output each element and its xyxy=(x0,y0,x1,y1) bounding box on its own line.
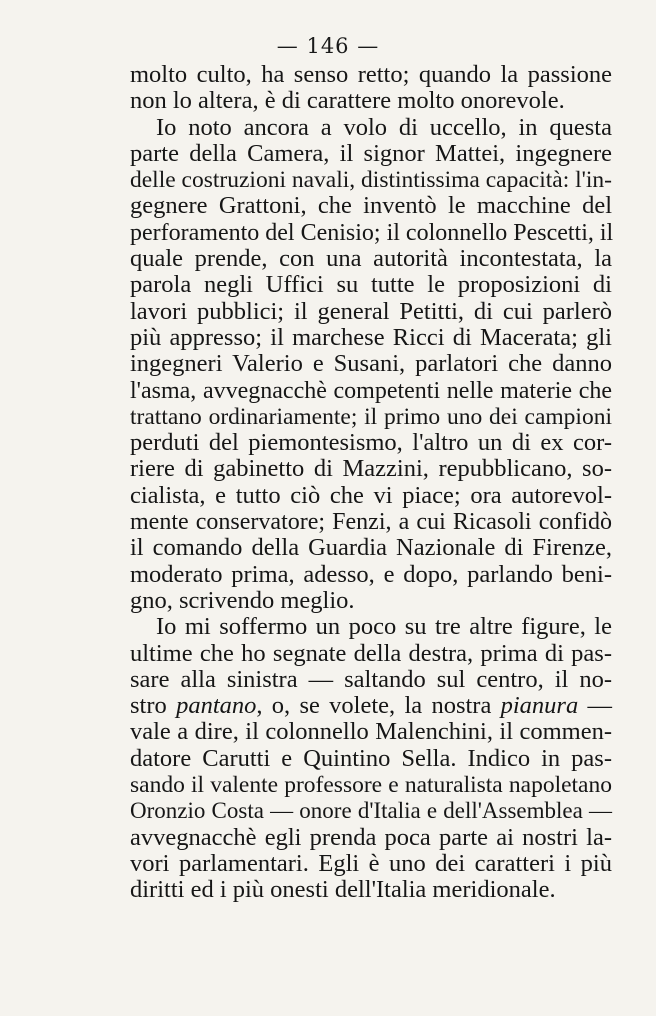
paragraph xyxy=(130,62,612,115)
text-line: più appresso; il marchese Ricci di Macerata; gli xyxy=(130,323,612,351)
text-line: parola negli Uffici su tutte le proposizioni di xyxy=(130,271,612,299)
text-line: datore Carutti e Quintino Sella. Indico in pas- xyxy=(130,744,612,772)
text-line: molto culto, ha senso retto; quando la passione xyxy=(130,61,612,88)
body-text xyxy=(130,62,612,904)
text-line: ingegneri Valerio e Susani, parlatori che danno xyxy=(130,350,612,378)
text-line: sare alla sinistra — saltando sul centro, il no- xyxy=(130,665,612,693)
text-line: l'asma, avvegnacchè competenti nelle materie che xyxy=(130,377,612,404)
text-line: ultime che ho segnate della destra, prima di pas- xyxy=(130,639,612,667)
text-line: avvegnacchè egli prenda poca parte ai nostri la- xyxy=(130,823,612,851)
text-line: perduti del piemontesismo, l'altro un di ex cor- xyxy=(130,429,612,457)
text-line: delle costruzioni navali, distintissima capacità: l'in- xyxy=(130,167,612,194)
text-segment: — xyxy=(578,692,613,720)
italic-term: pianura xyxy=(500,692,579,720)
paragraph xyxy=(130,614,612,903)
paragraph xyxy=(130,115,612,615)
text-line: trattano ordinariamente; il primo uno dei campioni xyxy=(130,403,612,430)
text-line: lavori pubblici; il general Petitti, di cui parlerò xyxy=(130,297,612,325)
text-line: il comando della Guardia Nazionale di Firenze, xyxy=(130,534,612,562)
text-line: sando il valente professore e naturalista napoletano xyxy=(130,772,612,799)
page-number: — 146 — xyxy=(276,34,380,58)
text-line xyxy=(130,693,612,719)
text-line: perforamento del Cenisio; il colonnello Pescetti, il xyxy=(130,219,614,246)
text-line: Io mi soffermo un poco su tre altre figure, le xyxy=(156,613,612,641)
text-line: vori parlamentari. Egli è uno dei caratteri i più xyxy=(130,849,612,877)
text-line: gno, scrivendo meglio. xyxy=(130,586,355,614)
text-line: Io noto ancora a volo di uccello, in questa xyxy=(156,113,612,141)
text-line: riere di gabinetto di Mazzini, repubblicano, so- xyxy=(130,455,612,483)
text-line: Oronzio Costa — onore d'Italia e dell'Assemblea — xyxy=(130,798,612,824)
text-segment: stro xyxy=(130,692,177,720)
text-line: gegnere Grattoni, che inventò le macchine del xyxy=(130,192,612,220)
text-segment: , o, se volete, la nostra xyxy=(256,692,501,720)
text-line: parte della Camera, il signor Mattei, ingegnere xyxy=(130,139,612,167)
text-line: mente conservatore; Fenzi, a cui Ricasoli confidò xyxy=(130,509,612,536)
text-line: quale prende, con una autorità incontestata, la xyxy=(130,245,612,273)
text-line: vale a dire, il colonnello Malenchini, il commen- xyxy=(130,718,612,746)
text-line: diritti ed i più onesti dell'Italia meridionale. xyxy=(130,876,556,904)
text-line: moderato prima, adesso, e dopo, parlando beni- xyxy=(130,560,612,588)
italic-term: pantano xyxy=(176,692,257,720)
text-line: non lo altera, è di carattere molto onorevole. xyxy=(130,87,565,115)
text-line: cialista, e tutto ciò che vi piace; ora autorevol- xyxy=(130,481,612,509)
